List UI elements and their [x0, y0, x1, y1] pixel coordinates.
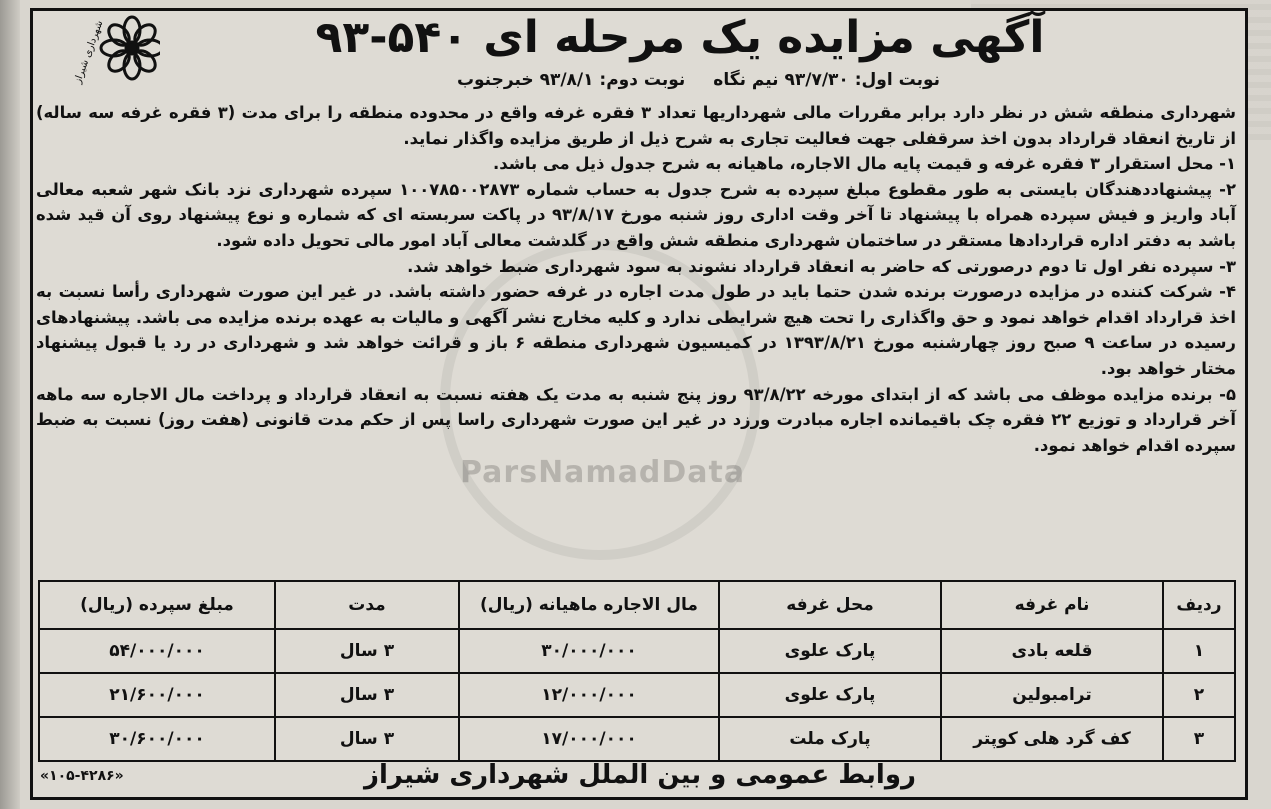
col-duration: مدت — [275, 581, 459, 629]
clause-4: ۴- شرکت کننده در مزایده درصورت برنده شدن حتما باید در طول مدت اجاره در غرفه حضور داشته باشد. در غیر این صورت شهرداری رأسا نسبت به اخذ قرارداد اقدام خواهد نمود و حق واگذاری را تحت هیچ شرایطی ندارد و کلیه مخارج نشر آگهی و مالیات به عهده برنده مزایده می باشد. پیشنهادهای رسیده در ساعت ۹ صبح روز چهارشنبه مورخ ۱۳۹۳/۸/۲۱ در کمیسیون شهرداری منطقه ۶ باز و قرائت خواهد شد و شهرداری در رد یا قبول پیشنهاد مختار خواهد بود. — [36, 282, 1236, 378]
page-edge — [0, 0, 20, 809]
watermark-text: ParsNamadData — [460, 455, 746, 490]
ad-title: آگهی مزایده یک مرحله ای ۵۴۰-۹۳ — [315, 12, 1045, 63]
clause-5: ۵- برنده مزایده موظف می باشد که از ابتدای مورخه ۹۳/۸/۲۲ روز پنج شنبه به مدت یک هفته نسبت به انعقاد قرارداد و پرداخت مال الاجاره سه ماهه آخر قرارداد و توزیع ۲۲ فقره چک باقیمانده اجاره مبادرت ورزد در غیر این صورت شهرداری راسا پس از حکم مدت قانونی (هفت روز) نسبت به ضبط سپرده اقدام خواهد نمود. — [36, 384, 1236, 455]
second-round-date: نوبت دوم: ۹۳/۸/۱ خبرجنوب — [456, 70, 686, 90]
logo-caption: شهرداری شیراز — [72, 19, 106, 86]
table-row — [39, 673, 1235, 717]
booth-name: کف گرد هلی کوپتر — [941, 717, 1163, 761]
monthly-rent: ۱۷/۰۰۰/۰۰۰ — [459, 717, 719, 761]
deposit: ۲۱/۶۰۰/۰۰۰ — [39, 673, 275, 717]
table-row — [39, 629, 1235, 673]
row-number: ۱ — [1163, 629, 1235, 673]
row-number: ۲ — [1163, 673, 1235, 717]
table-header-row — [39, 581, 1235, 629]
monthly-rent: ۱۲/۰۰۰/۰۰۰ — [459, 673, 719, 717]
duration: ۳ سال — [275, 629, 459, 673]
clause-2: ۲- پیشنهاددهندگان بایستی به طور مقطوع مبلغ سپرده به شرح جدول به حساب شماره ۱۰۰۷۸۵۰۰۲۸۷۳ سپرده شهرداری نزد بانک شهر شعبه معالی آباد واریز و فیش سپرده همراه با پیشنهاد تا آخر وقت اداری روز شنبه مورخ ۹۳/۸/۱۷ در پاکت سربسته ای که شماره و نوع پیشنهاد روی آن قید شده باشد به دفتر اداره قراردادها مستقر در ساختمان شهرداری منطقه شش واقع در گلدشت معالی آباد امور مالی تحویل داده شود. — [36, 179, 1237, 250]
table-row — [39, 717, 1235, 761]
booth-location: پارک علوی — [719, 673, 941, 717]
ad-code: «۱۰۵-۴۲۸۶» — [40, 768, 124, 784]
booth-table — [38, 580, 1236, 762]
clause-1: ۱- محل استقرار ۳ فقره غرفه و قیمت پایه مال الاجاره، ماهیانه به شرح جدول ذیل می باشد. — [493, 154, 1236, 174]
booth-name: ترامبولین — [941, 673, 1163, 717]
ad-body — [36, 100, 1236, 458]
row-number: ۳ — [1163, 717, 1235, 761]
intro-paragraph: شهرداری منطقه شش در نظر دارد برابر مقررات مالی شهرداریها تعداد ۳ فقره غرفه واقع در محدوده منطقه را برای مدت (۳ فقره غرفه سه ساله) از تاریخ انعقاد قرارداد بدون اخذ سرقفلی جهت فعالیت تجاری به شرح ذیل از طریق مزایده واگذار نماید. — [36, 103, 1237, 148]
deposit: ۳۰/۶۰۰/۰۰۰ — [39, 717, 275, 761]
deposit: ۵۴/۰۰۰/۰۰۰ — [39, 629, 275, 673]
booth-location: پارک علوی — [719, 629, 941, 673]
monthly-rent: ۳۰/۰۰۰/۰۰۰ — [459, 629, 719, 673]
booth-name: قلعه بادی — [941, 629, 1163, 673]
col-row-number: ردیف — [1163, 581, 1235, 629]
signature-line: روابط عمومی و بین الملل شهرداری شیراز — [364, 760, 916, 790]
municipality-logo — [50, 14, 160, 94]
booth-location: پارک ملت — [719, 717, 941, 761]
col-deposit: مبلغ سپرده (ریال) — [39, 581, 275, 629]
first-round-date: نوبت اول: ۹۳/۷/۳۰ نیم نگاه — [713, 70, 940, 90]
publication-dates — [420, 70, 940, 90]
col-booth-location: محل غرفه — [719, 581, 941, 629]
duration: ۳ سال — [275, 673, 459, 717]
col-monthly-rent: مال الاجاره ماهیانه (ریال) — [459, 581, 719, 629]
col-booth-name: نام غرفه — [941, 581, 1163, 629]
duration: ۳ سال — [275, 717, 459, 761]
clause-3: ۳- سپرده نفر اول تا دوم درصورتی که حاضر به انعقاد قرارداد نشوند به سود شهرداری ضبط خواهد شد. — [407, 256, 1236, 276]
